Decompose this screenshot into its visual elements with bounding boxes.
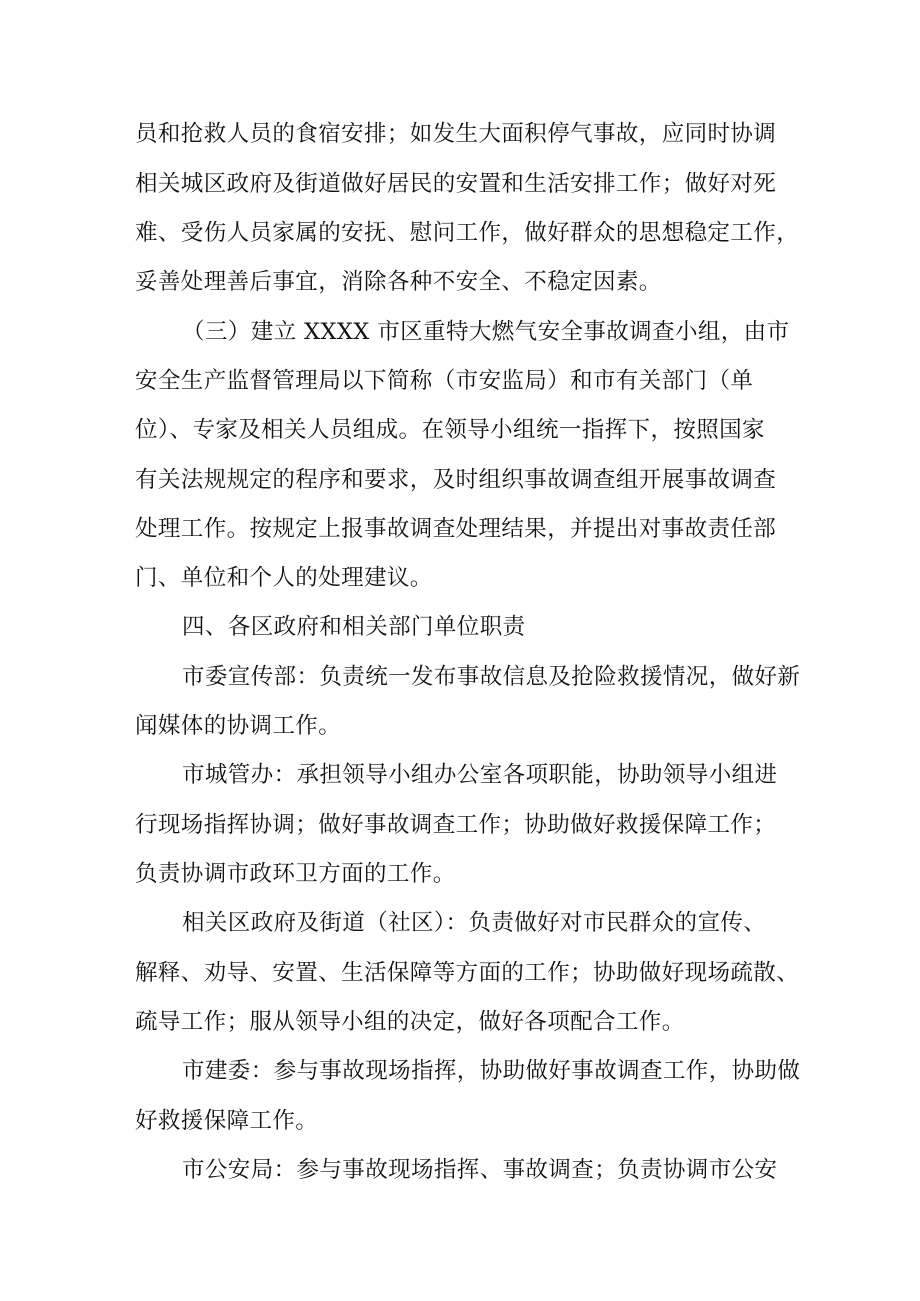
text-line: 难、受伤人员家属的安抚、慰问工作，做好群众的思想稳定工作， [135,220,800,246]
text-line: 员和抢救人员的食宿安排；如发生大面积停气事故，应同时协调 [135,121,777,147]
text-line: 市建委：参与事故现场指挥，协助做好事故调查工作，协助做 [182,1058,801,1084]
text-line: 负责协调市政环卫方面的工作。 [135,861,456,887]
text-line: 有关法规规定的程序和要求，及时组织事故调查组开展事故调查 [135,467,777,493]
text-line: 好救援保障工作。 [135,1108,319,1134]
text-line: 安全生产监督管理局以下简称（市安监局）和市有关部门（单 [135,368,754,394]
text-line: 市公安局：参与事故现场指挥、事故调查；负责协调市公安 [182,1157,778,1183]
text-line: 市城管办：承担领导小组办公室各项职能，协助领导小组进 [182,762,778,788]
text-line: 市委宣传部：负责统一发布事故信息及抢险救援情况，做好新 [182,664,801,690]
text-line: 解释、劝导、安置、生活保障等方面的工作；协助做好现场疏散、 [135,960,800,986]
text-line: 处理工作。按规定上报事故调查处理结果，并提出对事故责任部 [135,516,777,542]
text-line: 位）、专家及相关人员组成。在领导小组统一指挥下，按照国家 [135,417,765,443]
text-line: 疏导工作；服从领导小组的决定，做好各项配合工作。 [135,1009,685,1035]
text-line: 相关区政府及街道（社区）：负责做好对市民群众的宣传、 [182,910,767,936]
text-line: 闻媒体的协调工作。 [135,713,342,739]
text-line: 相关城区政府及街道做好居民的安置和生活安排工作；做好对死 [135,171,777,197]
text-line: 门、单位和个人的处理建议。 [135,565,433,591]
section-heading: 四、各区政府和相关部门单位职责 [182,614,526,640]
text-line: （三）建立 XXXX 市区重特大燃气安全事故调查小组，由市 [182,319,790,345]
text-line: 行现场指挥协调；做好事故调查工作；协助做好救援保障工作； [135,812,777,838]
text-line: 妥善处理善后事宜，消除各种不安全、不稳定因素。 [135,269,662,295]
